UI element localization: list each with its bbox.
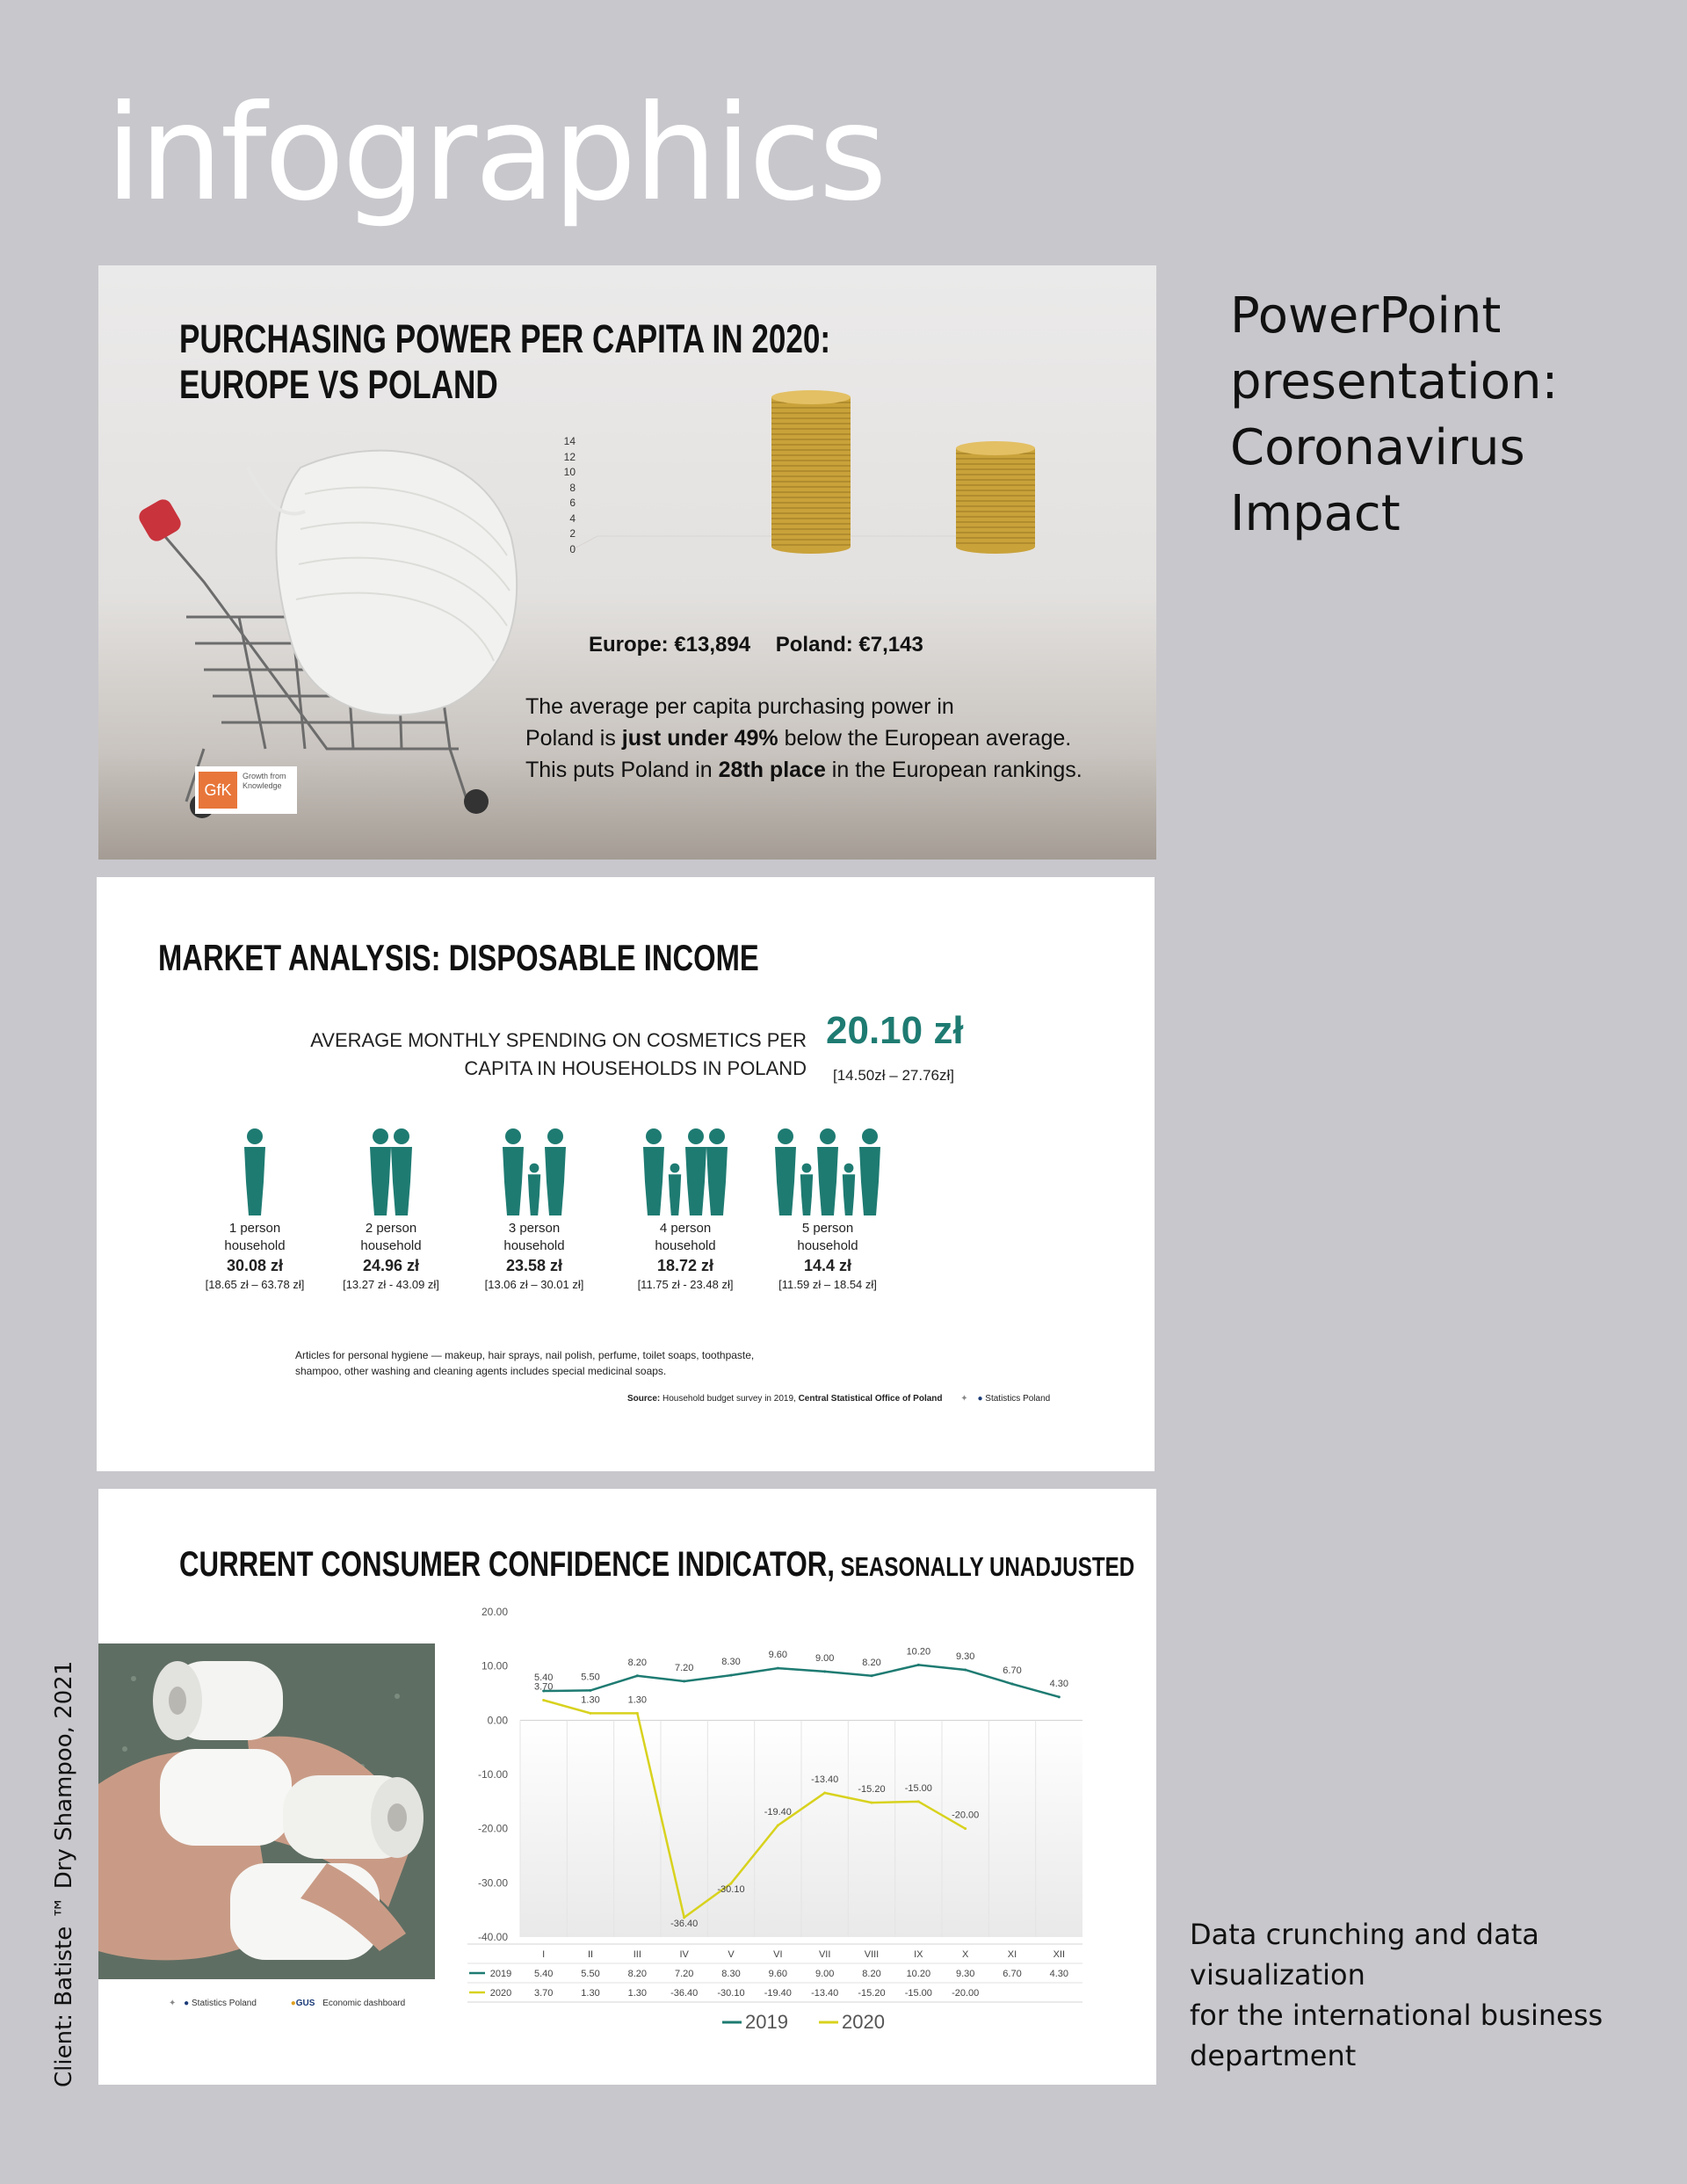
table-cell: -15.00 xyxy=(904,1988,932,1999)
x-tick-label: XI xyxy=(1007,1949,1017,1960)
x-tick-label: II xyxy=(587,1949,594,1960)
heading-line: Coronavirus xyxy=(1230,419,1525,476)
heading-line: Impact xyxy=(1230,485,1401,542)
caption-line: Data crunching and data xyxy=(1190,1918,1539,1951)
household-label: 1 person household xyxy=(224,1221,286,1253)
source-text: Household budget survey in 2019, xyxy=(660,1394,799,1404)
data-label-2020: 3.70 xyxy=(533,1681,554,1693)
coin-top xyxy=(956,441,1035,455)
data-label-2019: 8.20 xyxy=(627,1657,648,1668)
data-label-2019: 9.00 xyxy=(815,1652,835,1664)
slide-disposable-income xyxy=(97,877,1155,1471)
statistics-poland-logo: ● xyxy=(977,1394,983,1404)
slide-title-main: CURRENT CONSUMER CONFIDENCE INDICATOR, xyxy=(179,1545,835,1584)
y-tick-label: 20.00 xyxy=(481,1606,508,1618)
data-label-2019: 4.30 xyxy=(1049,1678,1069,1689)
table-cell: 4.30 xyxy=(1049,1969,1069,1979)
x-tick-label: VIII xyxy=(864,1949,880,1960)
data-label-2019: 5.40 xyxy=(533,1672,554,1684)
data-point-2019 xyxy=(823,1670,826,1672)
table-series-name: 2019 xyxy=(489,1969,512,1979)
data-point-2020 xyxy=(871,1802,873,1804)
note-line: shampoo, other washing and cleaning agents includes special medicinal soaps. xyxy=(295,1365,667,1377)
data-label-2019: 7.20 xyxy=(674,1662,694,1673)
data-point-2020 xyxy=(917,1800,920,1803)
data-point-2019 xyxy=(917,1664,920,1666)
axis-tick: 4 xyxy=(569,512,576,525)
slide-title: PURCHASING POWER PER CAPITA IN 2020: EUROPE VS POLAND xyxy=(179,316,831,407)
data-label-2020: -36.40 xyxy=(670,1918,699,1929)
household-range: [13.06 zł – 30.01 zł] xyxy=(484,1278,584,1291)
heading-line: PowerPoint xyxy=(1230,287,1502,345)
subtitle-line: AVERAGE MONTHLY SPENDING ON COSMETICS PER xyxy=(310,1029,807,1051)
emblem-icon: ✦ xyxy=(960,1394,968,1404)
data-label-2019: 8.30 xyxy=(721,1657,741,1668)
hygiene-note xyxy=(295,1347,910,1379)
data-label-2020: 1.30 xyxy=(627,1694,648,1706)
data-label-2019: 6.70 xyxy=(1003,1665,1022,1677)
table-cell: 9.30 xyxy=(955,1969,975,1979)
x-tick-label: XII xyxy=(1053,1949,1066,1960)
table-cell: -36.40 xyxy=(670,1988,699,1999)
axis-tick: 12 xyxy=(563,450,576,463)
table-cell: -30.10 xyxy=(717,1988,745,1999)
toilet-paper-photo xyxy=(98,1643,435,1979)
axis-tick: 6 xyxy=(569,497,576,509)
family-silhouette-icon xyxy=(757,1119,898,1215)
y-tick-label: 10.00 xyxy=(481,1659,508,1672)
x-tick-label: IV xyxy=(679,1949,689,1960)
table-cell: -15.20 xyxy=(858,1988,886,1999)
coin-stack-chart xyxy=(545,387,1037,624)
statistics-poland-logo: ● xyxy=(184,1999,190,2008)
household-range: [11.59 zł – 18.54 zł] xyxy=(778,1278,877,1291)
household-3 xyxy=(464,1119,605,1291)
table-cell: 5.50 xyxy=(581,1969,600,1979)
data-label-2019: 8.20 xyxy=(862,1657,881,1668)
poland-value: Poland: €7,143 xyxy=(775,633,923,657)
purchasing-power-values xyxy=(589,633,943,657)
y-tick-label: -10.00 xyxy=(477,1768,508,1781)
data-label-2019: 10.20 xyxy=(906,1646,931,1658)
coin-stack-europe xyxy=(771,390,851,554)
data-label-2020: -19.40 xyxy=(764,1806,792,1818)
x-tick-label: X xyxy=(961,1949,969,1960)
slide-title-sub: SEASONALLY UNADJUSTED xyxy=(834,1551,1135,1582)
x-tick-label: V xyxy=(728,1949,735,1960)
data-point-2020 xyxy=(777,1824,779,1826)
data-point-2020 xyxy=(964,1827,967,1830)
axis-tick: 10 xyxy=(563,466,576,478)
x-tick-label: VII xyxy=(818,1949,831,1960)
data-label-2020: -13.40 xyxy=(811,1774,839,1785)
data-label-2019: 5.50 xyxy=(581,1672,600,1683)
presentation-heading xyxy=(1230,283,1558,547)
desc-line: The average per capita purchasing power in xyxy=(525,694,954,719)
family-silhouette-icon xyxy=(185,1119,325,1215)
table-cell: 6.70 xyxy=(1003,1969,1022,1979)
x-tick-label: VI xyxy=(773,1949,783,1960)
subtitle-line: CAPITA IN HOUSEHOLDS IN POLAND xyxy=(464,1057,807,1079)
household-value: 24.96 zł xyxy=(362,1257,420,1274)
x-tick-label: I xyxy=(542,1949,546,1960)
table-cell: 1.30 xyxy=(627,1988,648,1999)
household-range: [18.65 zł – 63.78 zł] xyxy=(205,1278,305,1291)
data-point-2020 xyxy=(823,1791,826,1794)
table-cell: 8.20 xyxy=(862,1969,881,1979)
table-cell: 10.20 xyxy=(906,1969,931,1979)
source-org: Central Statistical Office of Poland xyxy=(798,1394,943,1404)
heading-line: presentation: xyxy=(1230,353,1559,410)
page-title: infographics xyxy=(105,77,885,230)
family-silhouette-icon xyxy=(321,1119,461,1215)
y-tick-label: 0.00 xyxy=(487,1714,508,1727)
household-1 xyxy=(185,1119,325,1291)
household-range: [11.75 zł - 23.48 zł] xyxy=(637,1278,734,1291)
data-point-2020 xyxy=(590,1712,592,1715)
data-label-2020: 1.30 xyxy=(581,1694,600,1706)
desc-line: Poland is just under 49% below the European average. xyxy=(525,726,1072,751)
household-4 xyxy=(615,1119,756,1291)
legend-label-2019: 2019 xyxy=(745,2011,788,2033)
data-point-2019 xyxy=(777,1667,779,1670)
household-label: 5 person household xyxy=(797,1221,858,1253)
axis-tick: 0 xyxy=(569,542,576,555)
axis-tick: 8 xyxy=(569,481,576,494)
data-point-2019 xyxy=(1011,1683,1014,1686)
table-cell: -20.00 xyxy=(952,1988,980,1999)
economic-dashboard-label: Economic dashboard xyxy=(322,1999,406,2008)
data-point-2019 xyxy=(730,1674,733,1677)
household-2 xyxy=(321,1119,461,1291)
data-point-2020 xyxy=(636,1712,639,1715)
data-point-2019 xyxy=(871,1674,873,1677)
coin-top xyxy=(771,390,851,404)
project-caption xyxy=(1190,1914,1629,2076)
average-spending-value: 20.10 zł xyxy=(826,1009,964,1052)
table-cell: 9.60 xyxy=(768,1969,788,1979)
gfk-logo-tagline: Growth from Knowledge xyxy=(243,772,286,790)
source-label: Source: xyxy=(627,1394,661,1404)
y-tick-label: -40.00 xyxy=(477,1931,508,1943)
data-label-2020: -15.20 xyxy=(858,1784,886,1796)
table-series-name: 2020 xyxy=(489,1988,512,1999)
table-cell: 8.20 xyxy=(627,1969,648,1979)
data-label-2019: 9.30 xyxy=(955,1651,975,1662)
caption-line: department xyxy=(1190,2039,1357,2072)
table-cell: 7.20 xyxy=(674,1969,694,1979)
desc-line: This puts Poland in 28th place in the European rankings. xyxy=(525,758,1082,782)
legend-label-2020: 2020 xyxy=(842,2011,885,2033)
household-range: [13.27 zł - 43.09 zł] xyxy=(343,1278,439,1291)
data-point-2019 xyxy=(636,1674,639,1677)
data-point-2020 xyxy=(542,1699,545,1701)
y-tick-label: -20.00 xyxy=(477,1822,508,1835)
statistics-poland-label: Statistics Poland xyxy=(985,1394,1051,1404)
axis-tick: 14 xyxy=(563,435,576,447)
family-silhouette-icon xyxy=(615,1119,756,1215)
data-label-2020: -20.00 xyxy=(952,1810,980,1821)
axis-tick: 2 xyxy=(569,527,576,540)
household-value: 18.72 zł xyxy=(656,1257,714,1274)
data-label-2020: -30.10 xyxy=(717,1883,745,1895)
data-point-2019 xyxy=(964,1668,967,1671)
household-value: 23.58 zł xyxy=(505,1257,563,1274)
coin-axis-ticks xyxy=(558,434,576,557)
data-label-2020: -15.00 xyxy=(904,1782,932,1794)
table-cell: 5.40 xyxy=(533,1969,554,1979)
europe-value: Europe: €13,894 xyxy=(589,633,751,657)
table-cell: 1.30 xyxy=(581,1988,600,1999)
slide-purchasing-power xyxy=(98,265,1156,860)
slide3-logos xyxy=(169,1999,405,2008)
emblem-icon: ✦ xyxy=(169,1999,177,2008)
average-spending-range: [14.50zł – 27.76zł] xyxy=(833,1067,954,1084)
household-label: 4 person household xyxy=(655,1221,716,1253)
caption-line: for the international business xyxy=(1190,1999,1604,2032)
family-silhouette-icon xyxy=(464,1119,605,1215)
table-cell: -13.40 xyxy=(811,1988,839,1999)
household-value: 30.08 zł xyxy=(226,1257,284,1274)
household-label: 3 person household xyxy=(503,1221,565,1253)
client-credit: Client: Batiste ™ Dry Shampoo, 2021 xyxy=(51,1660,77,2087)
x-tick-label: IX xyxy=(914,1949,923,1960)
data-label-2019: 9.60 xyxy=(768,1650,788,1661)
purchasing-power-description xyxy=(525,691,1140,786)
household-5 xyxy=(757,1119,898,1291)
consumer-confidence-chart xyxy=(441,1603,1153,2033)
y-tick-label: -30.00 xyxy=(477,1876,508,1890)
table-cell: 8.30 xyxy=(721,1969,741,1979)
gfk-logo-mark: GfK xyxy=(199,772,237,809)
x-tick-label: III xyxy=(633,1949,641,1960)
gfk-logo xyxy=(195,766,297,814)
source-note xyxy=(627,1394,1050,1404)
household-value: 14.4 zł xyxy=(803,1257,852,1274)
data-point-2019 xyxy=(590,1689,592,1692)
slide-title: MARKET ANALYSIS: DISPOSABLE INCOME xyxy=(158,937,759,978)
data-point-2019 xyxy=(1058,1695,1061,1698)
slide-consumer-confidence xyxy=(98,1489,1156,2085)
data-point-2019 xyxy=(683,1680,685,1682)
statistics-poland-label: Statistics Poland xyxy=(192,1999,257,2008)
note-line: Articles for personal hygiene — makeup, hair sprays, nail polish, perfume, toilet soaps, toothpaste, xyxy=(295,1349,755,1361)
household-label: 2 person household xyxy=(360,1221,422,1253)
slide-title xyxy=(179,1545,1134,1585)
table-cell: 9.00 xyxy=(815,1969,835,1979)
coin-stack-body xyxy=(956,448,1035,547)
table-cell: 3.70 xyxy=(533,1988,554,1999)
gus-logo: ●GUS xyxy=(290,1999,315,2008)
table-cell: -19.40 xyxy=(764,1988,792,1999)
coin-stack-poland xyxy=(956,441,1035,554)
caption-line: visualization xyxy=(1190,1958,1365,1992)
spending-subtitle xyxy=(306,1027,807,1083)
